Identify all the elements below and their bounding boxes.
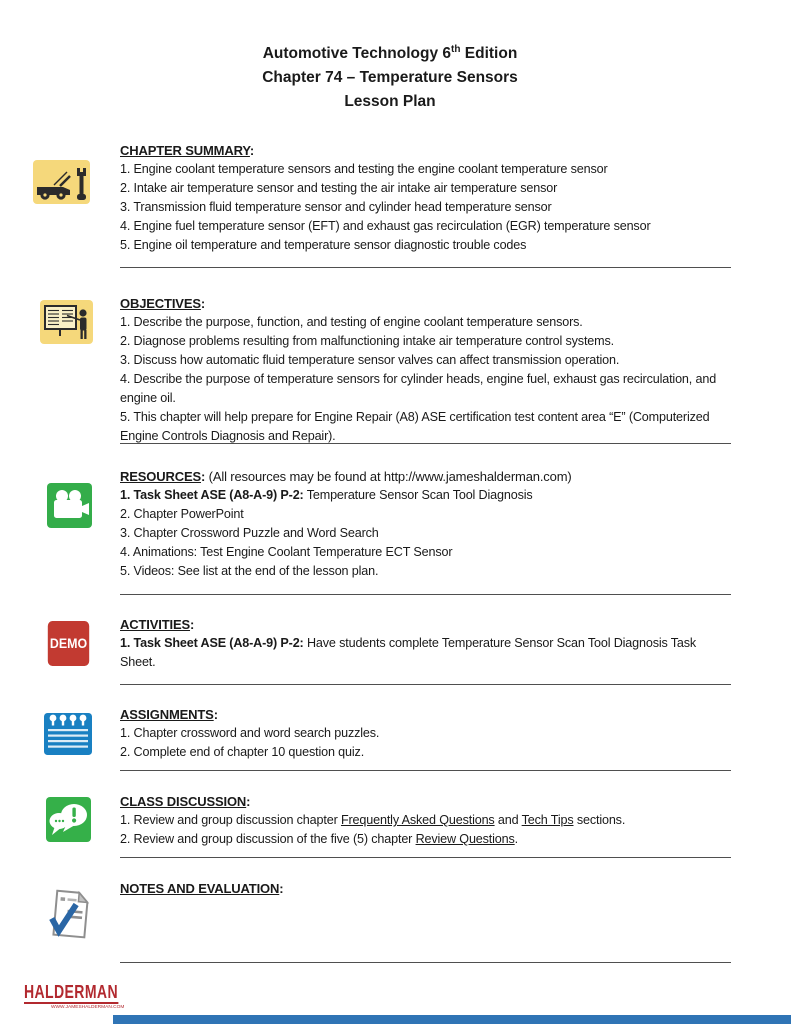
section-items [120, 634, 733, 672]
list-item: 2. Intake air temperature sensor and testing the air intake air temperature sensor [120, 181, 558, 195]
list-item: 1. Describe the purpose, function, and testing of engine coolant temperature sensors. [120, 315, 583, 329]
demo-icon [48, 621, 89, 666]
list-item: 1. Engine coolant temperature sensors and testing the engine coolant temperature sensor [120, 162, 608, 176]
title-line-chapter: Chapter 74 – Temperature Sensors [262, 69, 518, 87]
list-item: 1. Review and group discussion chapter Frequently Asked Questions and Tech Tips sections. [120, 813, 626, 827]
section-heading: RESOURCES: (All resources may be found at http://www.jameshalderman.com) [120, 469, 572, 484]
section-divider [120, 684, 731, 685]
demo-icon-label: DEMO [49, 636, 88, 651]
section-heading: NOTES AND EVALUATION: [120, 881, 284, 896]
section-assignments [120, 705, 733, 762]
section-chapter-summary [120, 141, 733, 255]
list-item: 3. Transmission fluid temperature sensor and cylinder head temperature sensor [120, 200, 552, 214]
section-items [120, 160, 733, 255]
section-heading: CHAPTER SUMMARY: [120, 143, 255, 158]
list-item: 1. Chapter crossword and word search puzzles. [120, 726, 380, 740]
section-heading: ASSIGNMENTS: [120, 707, 218, 722]
section-resources [120, 467, 733, 581]
section-objectives [120, 294, 733, 446]
list-item: 4. Engine fuel temperature sensor (EFT) and exhaust gas recirculation (EGR) temperature sensor [120, 219, 651, 233]
list-item: 5. This chapter will help prepare for Engine Repair (A8) ASE certification test content area “E” (Computerized Engine Controls Diagnosis and Repair). [120, 410, 710, 443]
section-heading: ACTIVITIES: [120, 617, 195, 632]
title-line-edition: Automotive Technology 6th Edition [262, 44, 518, 63]
section-notes-and-evaluation [120, 879, 733, 898]
section-items [120, 313, 733, 446]
list-item: 2. Diagnose problems resulting from malfunctioning intake air temperature control systems. [120, 334, 614, 348]
section-divider [120, 962, 731, 963]
halderman-logo-url: WWW.JAMESHALDERMAN.COM [51, 1004, 125, 1010]
list-item: 5. Engine oil temperature and temperature sensor diagnostic trouble codes [120, 238, 527, 252]
section-items [120, 724, 733, 762]
list-item: 1. Task Sheet ASE (A8-A-9) P-2: Temperature Sensor Scan Tool Diagnosis [120, 488, 533, 502]
section-divider [120, 857, 731, 858]
presentation-icon [40, 300, 93, 349]
section-divider [120, 770, 731, 771]
bottom-blue-bar [113, 1015, 791, 1024]
section-activities [120, 615, 733, 672]
document-title [0, 38, 780, 114]
list-item: 2. Chapter PowerPoint [120, 507, 244, 521]
video-camera-icon [47, 483, 92, 533]
car-repair-icon [33, 159, 90, 210]
section-divider [120, 443, 731, 444]
list-item: 3. Chapter Crossword Puzzle and Word Search [120, 526, 379, 540]
section-items [120, 486, 733, 581]
section-heading: OBJECTIVES: [120, 296, 206, 311]
checked-document-icon [46, 887, 95, 948]
list-item: 3. Discuss how automatic fluid temperature sensor valves can affect transmission operation. [120, 353, 620, 367]
superscript-th: th [451, 44, 461, 55]
list-item: 1. Task Sheet ASE (A8-A-9) P-2: Have students complete Temperature Sensor Scan Tool Diagnosis Task Sheet. [120, 636, 697, 669]
section-class-discussion [120, 792, 733, 849]
halderman-logo-text: HALDERMAN [24, 982, 118, 1002]
section-divider [120, 267, 731, 268]
title-line-lesson-plan: Lesson Plan [344, 93, 436, 111]
list-item: 2. Review and group discussion of the five (5) chapter Review Questions. [120, 832, 519, 846]
discussion-icon [46, 797, 91, 847]
halderman-logo [24, 983, 173, 1013]
notepad-icon [44, 710, 92, 761]
list-item: 4. Describe the purpose of temperature sensors for cylinder heads, engine fuel, exhaust gas recirculation, and engine oil. [120, 372, 717, 405]
list-item: 2. Complete end of chapter 10 question quiz. [120, 745, 365, 759]
section-divider [120, 594, 731, 595]
section-heading: CLASS DISCUSSION: [120, 794, 251, 809]
list-item: 5. Videos: See list at the end of the lesson plan. [120, 564, 379, 578]
list-item: 4. Animations: Test Engine Coolant Temperature ECT Sensor [120, 545, 453, 559]
section-items [120, 811, 733, 849]
